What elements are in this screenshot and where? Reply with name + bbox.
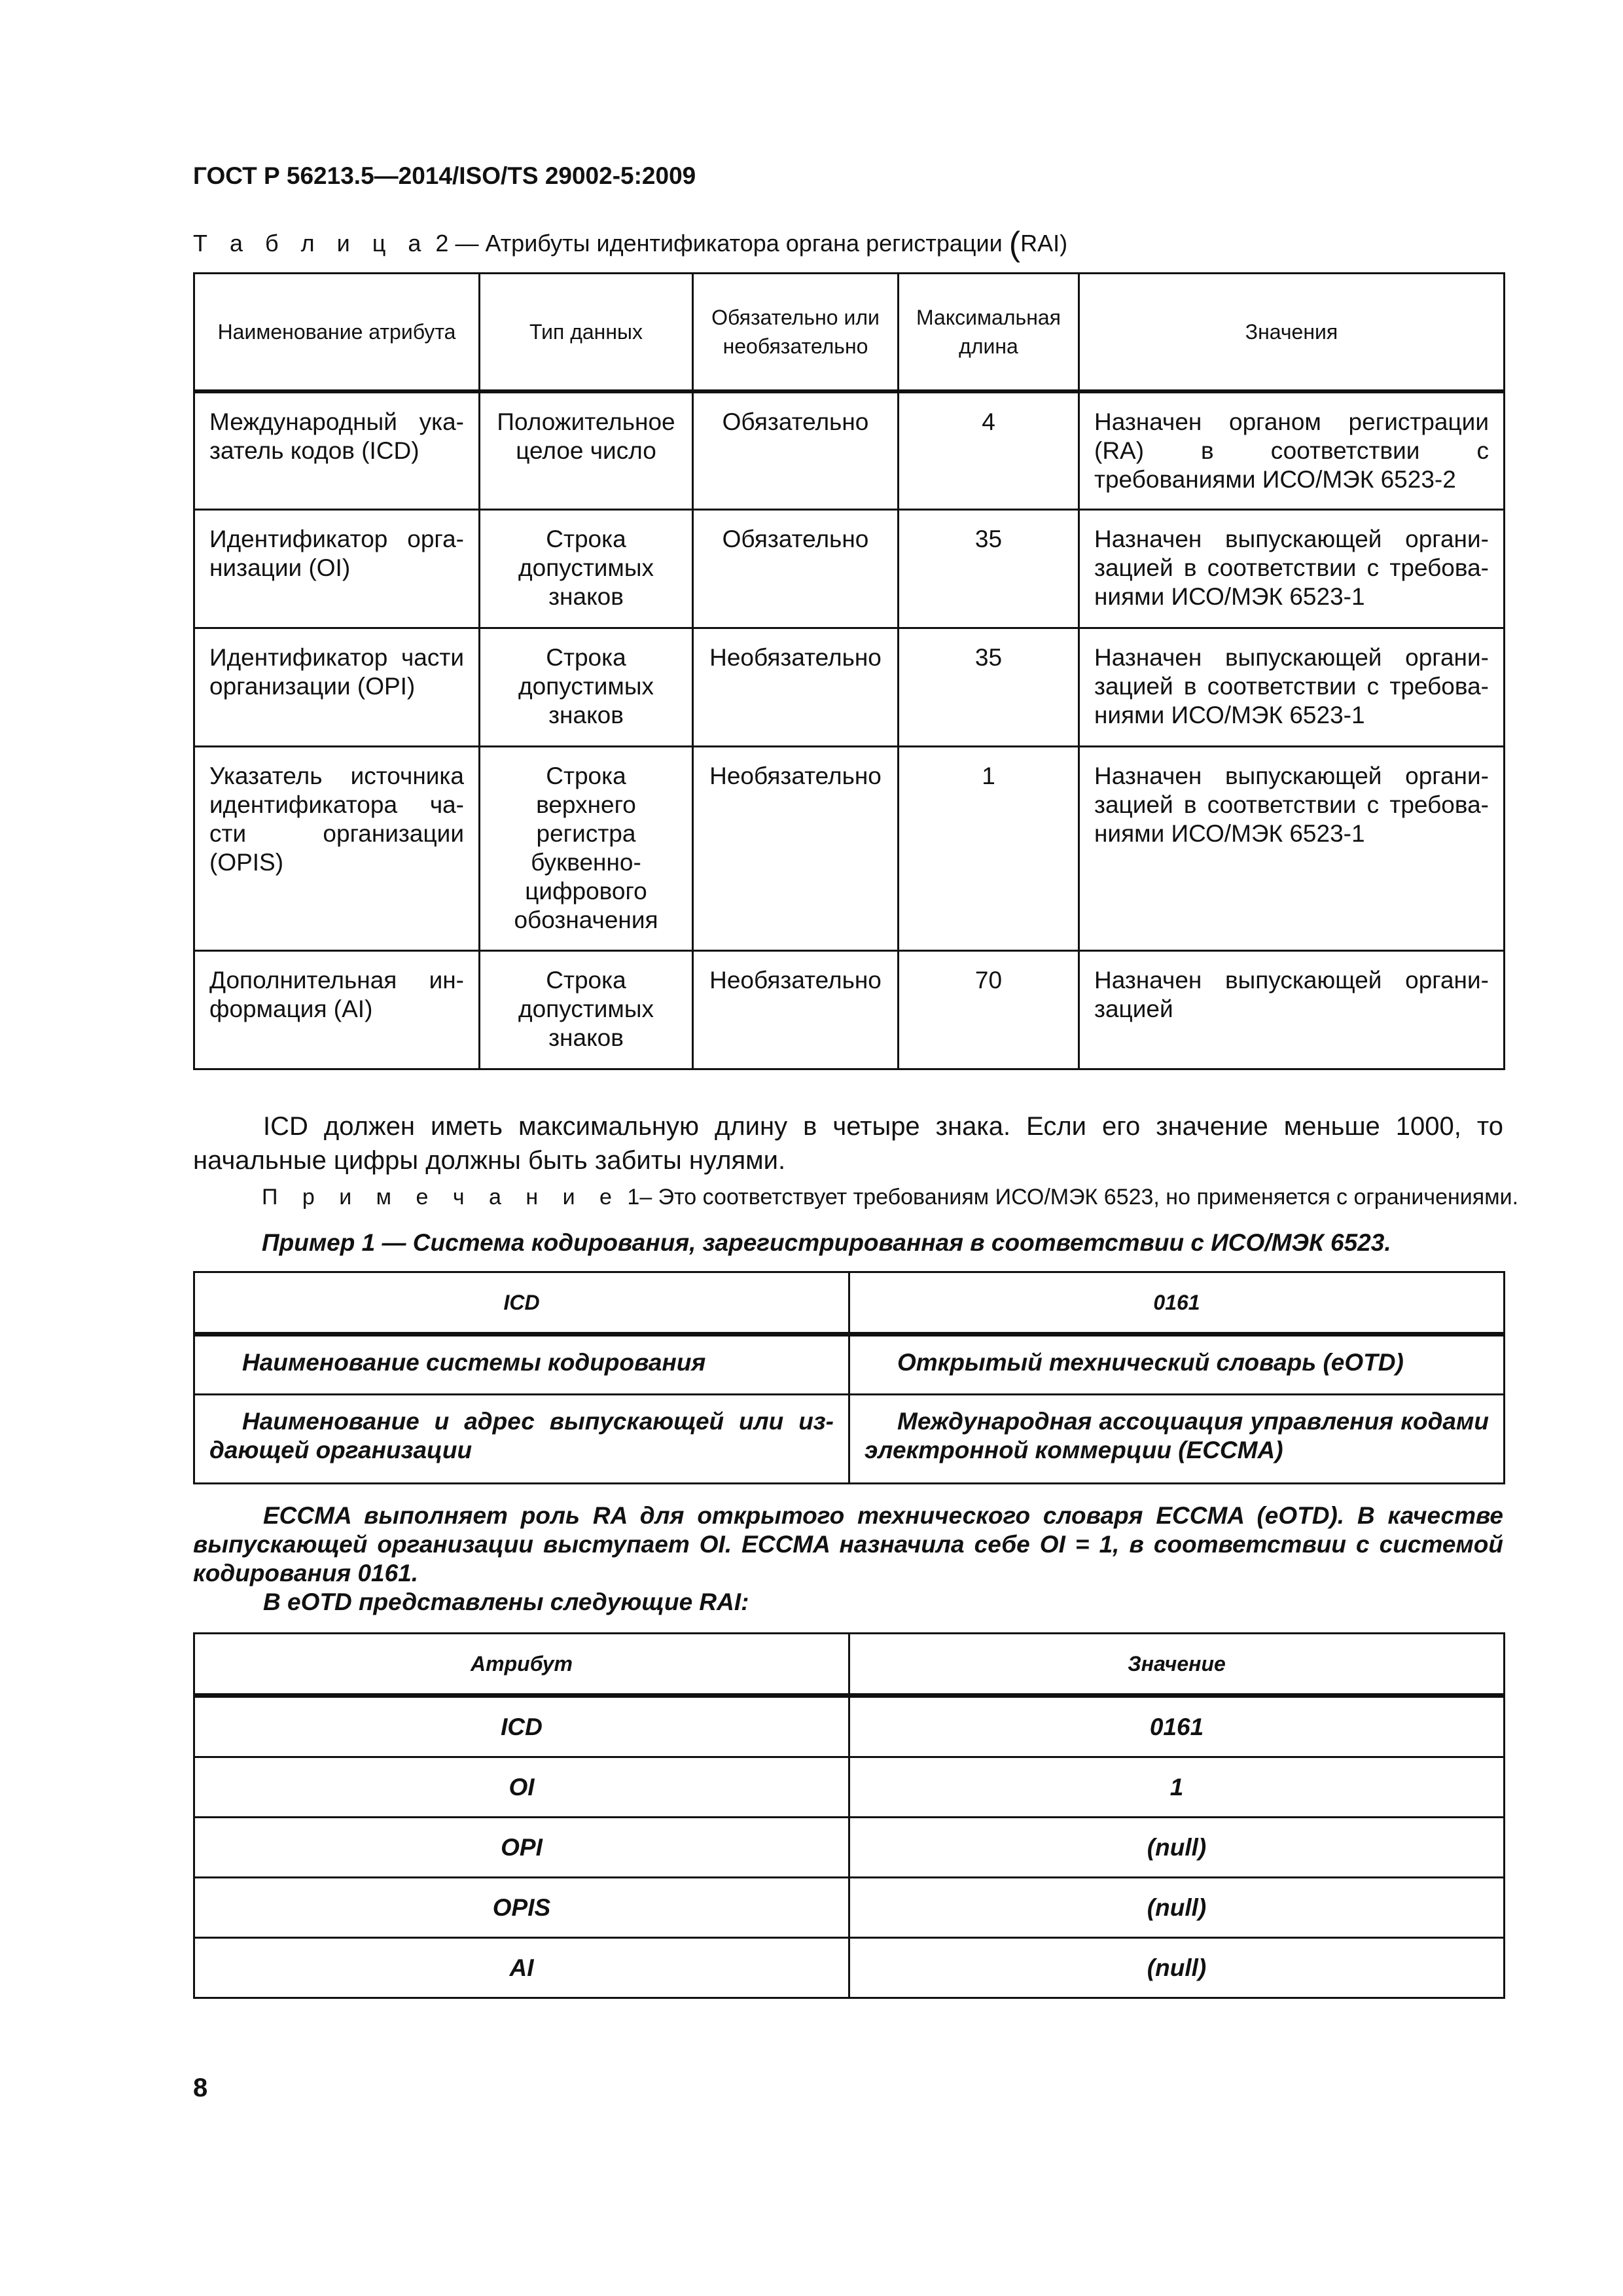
- data-type-cell: Строка допустимых знаков: [480, 509, 693, 628]
- attribute-name-cell: Идентификатор части организации (OPI): [194, 628, 480, 746]
- max-length-cell: 1: [899, 746, 1079, 950]
- data-type-cell: Строка верхнего регистра буквенно-цифрового обозначения: [480, 746, 693, 950]
- table-cell: [849, 1395, 1505, 1484]
- table-cell: (null): [849, 1938, 1505, 1998]
- table-cell: 1: [849, 1757, 1505, 1818]
- table-cell: (null): [849, 1818, 1505, 1878]
- value-cell: Назначен органом регистрации (RA) в соответствии с требованиями ИСО/МЭК 6523-2: [1079, 391, 1505, 509]
- table-caption-number: 2: [435, 230, 449, 257]
- table-caption-paren: (: [1008, 225, 1021, 263]
- table-row: [194, 950, 1505, 1069]
- max-length-cell: 35: [899, 628, 1079, 746]
- table-header-row: [194, 1634, 1505, 1696]
- table-cell: [194, 1395, 849, 1484]
- value-cell: Назначен выпускающей организацией в соответствии с требованиями ИСО/МЭК 6523-1: [1079, 746, 1505, 950]
- value-cell: Назначен выпускающей организацией в соответствии с требованиями ИСО/МЭК 6523-1: [1079, 509, 1505, 628]
- table-cell: [194, 1335, 849, 1395]
- cell-text: Наименование системы кодирования: [242, 1349, 706, 1376]
- example-paragraph: [193, 1501, 1503, 1588]
- rai-values-table: [193, 1632, 1505, 1999]
- cell-text: Наименование и адрес выпускающей или издающей организации: [209, 1408, 834, 1463]
- attribute-name-cell: Международный указатель кодов (ICD): [194, 391, 480, 509]
- attribute-name-cell: Указатель источника идентификатора части организации (OPIS): [194, 746, 480, 950]
- table-cell: AI: [194, 1938, 849, 1998]
- note-label: П р и м е ч а н и е: [262, 1185, 621, 1210]
- table-row: [194, 1696, 1505, 1757]
- note-number: 1: [627, 1185, 640, 1210]
- table-cell: (null): [849, 1878, 1505, 1938]
- column-header: Значение: [849, 1634, 1505, 1696]
- note-text: – Это соответствует требованиям ИСО/МЭК 6523, но применяется с ограничениями.: [639, 1185, 1519, 1210]
- rai-intro: [193, 1588, 1503, 1617]
- max-length-cell: 35: [899, 509, 1079, 628]
- table-row: [194, 391, 1505, 509]
- table-row: [194, 1878, 1505, 1938]
- table-row: [194, 1938, 1505, 1998]
- table-cell: [849, 1335, 1505, 1395]
- max-length-cell: 70: [899, 950, 1079, 1069]
- body-paragraph: [193, 1109, 1503, 1177]
- table-caption-text: — Атрибуты идентификатора органа регистрации: [455, 230, 1003, 257]
- table-caption-label: Т а б л и ц а: [193, 230, 429, 257]
- column-header: 0161: [849, 1272, 1505, 1335]
- table-header-row: [194, 1272, 1505, 1335]
- max-length-cell: 4: [899, 391, 1079, 509]
- standard-header: ГОСТ Р 56213.5—2014/ISO/TS 29002-5:2009: [193, 162, 696, 189]
- table-caption-tail: RAI): [1020, 230, 1068, 257]
- page-number: 8: [193, 2073, 208, 2102]
- table-row: [194, 746, 1505, 950]
- table-row: [194, 1395, 1505, 1484]
- data-type-cell: Строка допустимых знаков: [480, 628, 693, 746]
- rai-intro-text: В eOTD представлены следующие RAI:: [263, 1588, 749, 1615]
- table-row: [194, 628, 1505, 746]
- column-header: Максимальная длина: [899, 274, 1079, 392]
- attribute-name-cell: Идентификатор организации (OI): [194, 509, 480, 628]
- data-type-cell: Строка допустимых знаков: [480, 950, 693, 1069]
- data-type-cell: Положительное целое число: [480, 391, 693, 509]
- table-row: [194, 509, 1505, 628]
- table-cell: OPIS: [194, 1878, 849, 1938]
- column-header: ICD: [194, 1272, 849, 1335]
- table-cell: OPI: [194, 1818, 849, 1878]
- column-header: Обязательно или необязательно: [693, 274, 899, 392]
- table-row: [194, 1335, 1505, 1395]
- column-header: Значения: [1079, 274, 1505, 392]
- table-row: [194, 1757, 1505, 1818]
- column-header: Наименование атрибута: [194, 274, 480, 392]
- table-cell: ICD: [194, 1696, 849, 1757]
- required-cell: Обязательно: [693, 509, 899, 628]
- table-cell: OI: [194, 1757, 849, 1818]
- required-cell: Необязательно: [693, 628, 899, 746]
- required-cell: Обязательно: [693, 391, 899, 509]
- note: [262, 1185, 1518, 1210]
- rai-attributes-table: [193, 272, 1505, 1070]
- table-caption: [193, 224, 1067, 264]
- required-cell: Необязательно: [693, 746, 899, 950]
- column-header: Тип данных: [480, 274, 693, 392]
- table-cell: 0161: [849, 1696, 1505, 1757]
- value-cell: Назначен выпускающей организацией: [1079, 950, 1505, 1069]
- value-cell: Назначен выпускающей организацией в соответствии с требованиями ИСО/МЭК 6523-1: [1079, 628, 1505, 746]
- example-title: Пример 1 — Система кодирования, зарегистрированная в соответствии с ИСО/МЭК 6523.: [262, 1229, 1391, 1256]
- attribute-name-cell: Дополнительная информация (AI): [194, 950, 480, 1069]
- required-cell: Необязательно: [693, 950, 899, 1069]
- cell-text: Международная ассоциация управления кодами электронной коммерции (ECCMA): [865, 1408, 1489, 1463]
- example-paragraph-text: ECCMA выполняет роль RA для открытого технического словаря ECCMA (eOTD). В качестве выпускающей организации выступает OI. ECCMA назначила себе OI = 1, в соответствии с системой кодирования 0161.: [193, 1502, 1503, 1587]
- table-header-row: [194, 274, 1505, 392]
- coding-system-table: [193, 1271, 1505, 1484]
- cell-text: Открытый технический словарь (eOTD): [897, 1349, 1404, 1376]
- body-paragraph-text: ICD должен иметь максимальную длину в четыре знака. Если его значение меньше 1000, то начальные цифры должны быть забиты нулями.: [193, 1112, 1503, 1175]
- column-header: Атрибут: [194, 1634, 849, 1696]
- table-row: [194, 1818, 1505, 1878]
